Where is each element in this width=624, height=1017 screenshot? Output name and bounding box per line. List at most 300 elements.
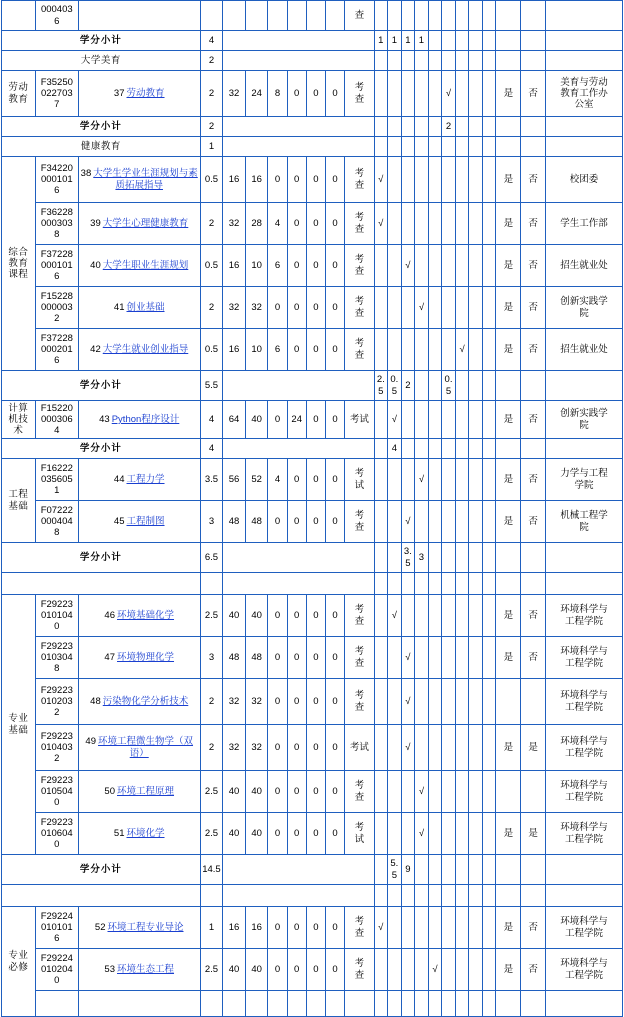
value-cell: 0	[325, 907, 344, 949]
term-mark	[374, 725, 388, 771]
course-name-link[interactable]: 劳动教育	[126, 87, 165, 99]
value-cell: 考试	[345, 725, 374, 771]
term-mark	[482, 439, 496, 459]
term-mark	[415, 157, 429, 203]
value-cell: 0	[306, 771, 325, 813]
value-cell: 0	[325, 813, 344, 855]
term-mark	[521, 117, 546, 137]
value-cell	[306, 991, 325, 1017]
term-mark	[482, 991, 496, 1017]
row-course-41	[2, 287, 623, 329]
term-credit	[469, 371, 483, 401]
term-mark	[469, 949, 483, 991]
term-mark	[388, 637, 402, 679]
value-cell: 0	[306, 907, 325, 949]
department-name	[546, 31, 623, 51]
text-line: F29223	[40, 774, 73, 786]
course-name[interactable]	[78, 401, 200, 439]
term-mark	[415, 501, 429, 543]
term-mark	[401, 203, 415, 245]
term-mark	[388, 679, 402, 725]
course-index: 41	[113, 301, 125, 313]
term-mark	[442, 287, 456, 329]
course-name-link[interactable]: 环境工程原理	[117, 785, 175, 797]
term-mark	[482, 725, 496, 771]
department-name	[546, 401, 623, 439]
text-line: 院	[579, 307, 589, 319]
term-mark	[388, 245, 402, 287]
course-name-link[interactable]: 大学生职业生涯规划	[102, 259, 189, 271]
term-credit: 3.5	[401, 543, 415, 573]
term-credit	[388, 543, 402, 573]
value-cell: 32	[223, 679, 246, 725]
text-line: 课程	[8, 269, 29, 281]
text-line: 工程学院	[565, 657, 604, 669]
value-cell: 4	[200, 401, 223, 439]
course-name-link[interactable]: 大学生学业生涯规划与素质拓展指导	[93, 168, 198, 191]
term-credit	[428, 543, 442, 573]
term-credit	[482, 855, 496, 885]
course-name-link[interactable]: 工程制图	[126, 515, 165, 527]
term-mark	[374, 459, 388, 501]
text-line: 6	[54, 355, 60, 367]
text-line: 创新实践学	[560, 408, 608, 420]
course-name-link[interactable]: 污染物化学分析技术	[102, 695, 189, 707]
value-cell	[223, 51, 374, 71]
term-mark	[374, 813, 388, 855]
text-line: 8	[54, 663, 60, 675]
text-line: 综合	[8, 246, 29, 258]
term-mark	[496, 543, 521, 573]
term-mark	[482, 287, 496, 329]
term-mark	[482, 31, 496, 51]
course-index: 50	[104, 785, 115, 797]
term-mark	[455, 287, 469, 329]
term-mark	[455, 137, 469, 157]
course-name-link[interactable]: 环境基础化学	[117, 609, 175, 621]
category-label: 大学美育	[2, 51, 201, 71]
course-name-link[interactable]: 环境工程微生物学（双语）	[98, 736, 194, 759]
category-label: 健康教育	[2, 137, 201, 157]
course-name[interactable]	[78, 637, 200, 679]
course-name[interactable]	[78, 287, 200, 329]
value-cell: 0	[325, 501, 344, 543]
value-cell: 40	[223, 949, 246, 991]
term-mark: √	[374, 907, 388, 949]
text-line: 8	[54, 527, 60, 539]
department-name	[546, 501, 623, 543]
department-name	[546, 907, 623, 949]
term-mark	[496, 573, 521, 595]
term-mark	[496, 137, 521, 157]
term-mark	[455, 907, 469, 949]
value-cell	[223, 855, 374, 885]
term-mark	[455, 439, 469, 459]
course-name	[78, 991, 200, 1017]
course-name[interactable]	[78, 813, 200, 855]
term-mark	[428, 1, 442, 31]
term-mark	[455, 459, 469, 501]
row-subtotal-1	[2, 31, 623, 51]
course-name[interactable]	[78, 771, 200, 813]
term-mark	[415, 439, 429, 459]
value-cell: 0	[287, 501, 306, 543]
text-line: 环境科学与	[560, 646, 608, 658]
value-cell	[345, 637, 374, 679]
term-mark	[415, 51, 429, 71]
row-group-daxuemeiyu	[2, 51, 623, 71]
text-line: 查	[354, 969, 365, 981]
course-name[interactable]	[78, 949, 200, 991]
value-cell: 6.5	[200, 543, 223, 573]
term-mark	[455, 501, 469, 543]
value-cell: 24	[287, 401, 306, 439]
term-mark	[496, 1, 521, 31]
term-mark	[374, 1, 388, 31]
value-cell: 0	[325, 401, 344, 439]
term-mark	[415, 137, 429, 157]
term-credit	[415, 371, 429, 401]
course-name[interactable]	[78, 329, 200, 371]
value-cell: 0	[325, 157, 344, 203]
term-mark	[469, 459, 483, 501]
term-mark	[482, 949, 496, 991]
text-line: 考	[354, 958, 365, 970]
term-mark	[482, 885, 496, 907]
course-name-link[interactable]: 环境物理化学	[117, 651, 175, 663]
term-mark	[469, 771, 483, 813]
term-mark	[442, 31, 456, 51]
term-mark	[428, 117, 442, 137]
course-code	[35, 287, 78, 329]
course-index: 43	[99, 413, 110, 425]
term-mark	[521, 771, 546, 813]
term-mark: √	[388, 595, 402, 637]
term-mark	[415, 401, 429, 439]
course-name[interactable]	[78, 679, 200, 725]
value-cell	[345, 157, 374, 203]
text-line: 环境科学与	[560, 690, 608, 702]
term-mark	[428, 907, 442, 949]
term-mark	[415, 573, 429, 595]
text-line: 6	[54, 271, 60, 283]
row-course-53	[2, 949, 623, 991]
course-name[interactable]	[78, 907, 200, 949]
value-cell: 6	[268, 329, 287, 371]
category-label	[2, 157, 36, 371]
course-name-link[interactable]: 环境化学	[126, 827, 165, 839]
course-code	[35, 203, 78, 245]
value-cell: 40	[245, 813, 268, 855]
value-cell: 查	[345, 1, 374, 31]
course-name-link[interactable]: 环境生态工程	[117, 963, 175, 975]
value-cell: 0	[268, 813, 287, 855]
value-cell: 0	[268, 401, 287, 439]
course-name-link[interactable]: 环境工程专业导论	[107, 921, 184, 933]
text-line: 查	[354, 265, 365, 277]
term-mark	[496, 371, 521, 401]
department-name	[546, 573, 623, 595]
row-course-43	[2, 401, 623, 439]
term-mark	[428, 137, 442, 157]
term-mark	[388, 51, 402, 71]
term-mark	[442, 813, 456, 855]
term-mark	[482, 459, 496, 501]
row-course-44	[2, 459, 623, 501]
value-cell: 28	[245, 203, 268, 245]
department-name	[546, 637, 623, 679]
term-mark	[469, 203, 483, 245]
value-cell: 16	[223, 329, 246, 371]
row-course-46	[2, 595, 623, 637]
value-cell: 0	[287, 679, 306, 725]
term-mark	[442, 949, 456, 991]
term-mark	[482, 137, 496, 157]
value-cell: 0	[306, 245, 325, 287]
course-index: 44	[113, 473, 125, 485]
term-mark	[469, 813, 483, 855]
text-line: 专业	[8, 950, 29, 962]
term-mark	[374, 329, 388, 371]
term-mark	[374, 137, 388, 157]
value-cell: 0	[306, 949, 325, 991]
term-mark	[374, 501, 388, 543]
term-credit	[428, 855, 442, 885]
row-spacer-1	[2, 573, 623, 595]
value-cell: 0.5	[200, 157, 223, 203]
term-mark	[374, 595, 388, 637]
value-cell: 0	[287, 287, 306, 329]
text-line: 教育工作办	[560, 87, 608, 99]
term-mark	[428, 287, 442, 329]
value-cell: 0	[287, 949, 306, 991]
text-line: 工程学院	[565, 927, 604, 939]
value-cell: 0	[268, 725, 287, 771]
term-mark: 否	[521, 245, 546, 287]
course-name[interactable]	[78, 203, 200, 245]
term-mark	[455, 771, 469, 813]
value-cell: 0	[287, 725, 306, 771]
value-cell	[200, 991, 223, 1017]
value-cell: 0	[268, 595, 287, 637]
category-label	[2, 459, 36, 543]
term-credit	[469, 855, 483, 885]
term-mark: 否	[521, 203, 546, 245]
value-cell: 40	[223, 771, 246, 813]
text-line: 考	[354, 604, 365, 616]
term-mark	[401, 329, 415, 371]
value-cell	[223, 543, 374, 573]
course-name-link[interactable]: 大学生心理健康教育	[102, 217, 189, 229]
term-mark	[415, 907, 429, 949]
value-cell: 0.5	[200, 245, 223, 287]
value-cell: 4	[268, 459, 287, 501]
term-mark: √	[401, 637, 415, 679]
course-name	[78, 1, 200, 31]
value-cell: 0	[325, 595, 344, 637]
value-cell: 56	[223, 459, 246, 501]
term-mark: 是	[496, 637, 521, 679]
text-line: F29224	[40, 910, 73, 922]
term-mark	[442, 137, 456, 157]
term-mark: 是	[521, 725, 546, 771]
value-cell	[345, 813, 374, 855]
department-name	[546, 1, 623, 31]
term-mark: √	[415, 459, 429, 501]
text-line: 010304	[40, 651, 73, 663]
term-mark	[442, 459, 456, 501]
term-mark	[388, 949, 402, 991]
value-cell	[345, 459, 374, 501]
term-mark	[415, 71, 429, 117]
term-mark: √	[401, 725, 415, 771]
value-cell: 2	[200, 679, 223, 725]
value-cell: 0	[306, 203, 325, 245]
term-mark	[442, 573, 456, 595]
category-label	[2, 595, 36, 855]
term-mark	[496, 51, 521, 71]
term-mark	[374, 679, 388, 725]
text-line: F29223	[40, 640, 73, 652]
course-name-link[interactable]: 工程力学	[126, 473, 165, 485]
credit-subtotal-label: 学分小计	[2, 31, 201, 51]
value-cell: 32	[245, 679, 268, 725]
term-mark: 1	[401, 31, 415, 51]
value-cell: 0	[306, 501, 325, 543]
category-label	[2, 907, 36, 1017]
term-mark	[521, 371, 546, 401]
value-cell	[223, 1, 246, 31]
term-mark: 否	[521, 459, 546, 501]
term-mark	[521, 51, 546, 71]
course-name[interactable]	[78, 459, 200, 501]
term-mark	[521, 31, 546, 51]
department-name	[546, 595, 623, 637]
term-mark	[455, 813, 469, 855]
value-cell: 32	[223, 71, 246, 117]
term-mark: 是	[496, 907, 521, 949]
text-line: 院	[579, 521, 589, 533]
row-bottom-partial	[2, 991, 623, 1017]
value-cell: 4	[268, 203, 287, 245]
term-mark	[401, 51, 415, 71]
term-credit	[374, 855, 388, 885]
credit-subtotal-label: 学分小计	[2, 543, 201, 573]
term-mark	[455, 117, 469, 137]
value-cell: 0	[287, 595, 306, 637]
value-cell	[345, 771, 374, 813]
value-cell: 2.5	[200, 595, 223, 637]
term-mark	[482, 907, 496, 949]
value-cell: 2	[200, 71, 223, 117]
term-mark	[428, 71, 442, 117]
text-line: 环境科学与	[560, 958, 608, 970]
text-line: 环境科学与	[560, 780, 608, 792]
value-cell	[345, 949, 374, 991]
text-line: 022703	[40, 87, 73, 99]
department-name	[546, 137, 623, 157]
course-code	[35, 1, 78, 31]
term-mark	[388, 157, 402, 203]
term-mark	[428, 595, 442, 637]
course-name[interactable]	[78, 157, 200, 203]
text-line: 1	[54, 485, 60, 497]
course-name[interactable]	[78, 71, 200, 117]
term-mark	[401, 991, 415, 1017]
course-name[interactable]	[78, 595, 200, 637]
course-name[interactable]	[78, 725, 200, 771]
text-line: 考	[354, 296, 365, 308]
course-code	[35, 637, 78, 679]
value-cell: 0	[268, 501, 287, 543]
value-cell: 0	[306, 637, 325, 679]
text-line: 创新实践学	[560, 296, 608, 308]
term-mark	[469, 885, 483, 907]
term-mark	[469, 137, 483, 157]
term-credit: 9	[401, 855, 415, 885]
value-cell: 32	[245, 725, 268, 771]
text-line: 学院	[574, 479, 594, 491]
term-mark: √	[415, 287, 429, 329]
value-cell	[268, 1, 287, 31]
term-mark: √	[388, 401, 402, 439]
text-line: 院	[579, 419, 589, 431]
term-mark	[388, 813, 402, 855]
row-course-48	[2, 679, 623, 725]
term-mark: 1	[374, 31, 388, 51]
term-credit	[415, 855, 429, 885]
department-name	[546, 51, 623, 71]
term-credit	[469, 543, 483, 573]
term-mark	[496, 885, 521, 907]
department-name	[546, 679, 623, 725]
value-cell: 0	[287, 771, 306, 813]
term-mark	[482, 573, 496, 595]
term-mark	[428, 637, 442, 679]
value-cell	[200, 573, 223, 595]
term-mark	[496, 991, 521, 1017]
value-cell: 10	[245, 329, 268, 371]
department-name	[546, 725, 623, 771]
value-cell: 10	[245, 245, 268, 287]
text-line: 查	[354, 349, 365, 361]
text-line: 教育	[8, 93, 29, 105]
text-line: 8	[54, 229, 60, 241]
term-mark	[442, 771, 456, 813]
course-code	[35, 157, 78, 203]
term-mark	[496, 31, 521, 51]
value-cell: 2	[200, 725, 223, 771]
text-line: 000003	[40, 301, 73, 313]
term-mark	[469, 287, 483, 329]
course-name[interactable]	[78, 245, 200, 287]
course-code	[35, 907, 78, 949]
term-mark	[388, 885, 402, 907]
course-name[interactable]	[78, 501, 200, 543]
course-name-link[interactable]: 大学生就业创业指导	[102, 343, 189, 355]
text-line: 7	[54, 99, 60, 111]
course-name-link[interactable]: 创业基础	[126, 301, 165, 313]
term-mark	[374, 51, 388, 71]
course-name-link[interactable]: Python程序设计	[111, 413, 180, 425]
value-cell: 0	[325, 245, 344, 287]
value-cell	[345, 679, 374, 725]
term-mark	[496, 117, 521, 137]
term-mark	[415, 203, 429, 245]
term-mark	[521, 1, 546, 31]
value-cell: 0	[325, 949, 344, 991]
term-mark	[469, 595, 483, 637]
